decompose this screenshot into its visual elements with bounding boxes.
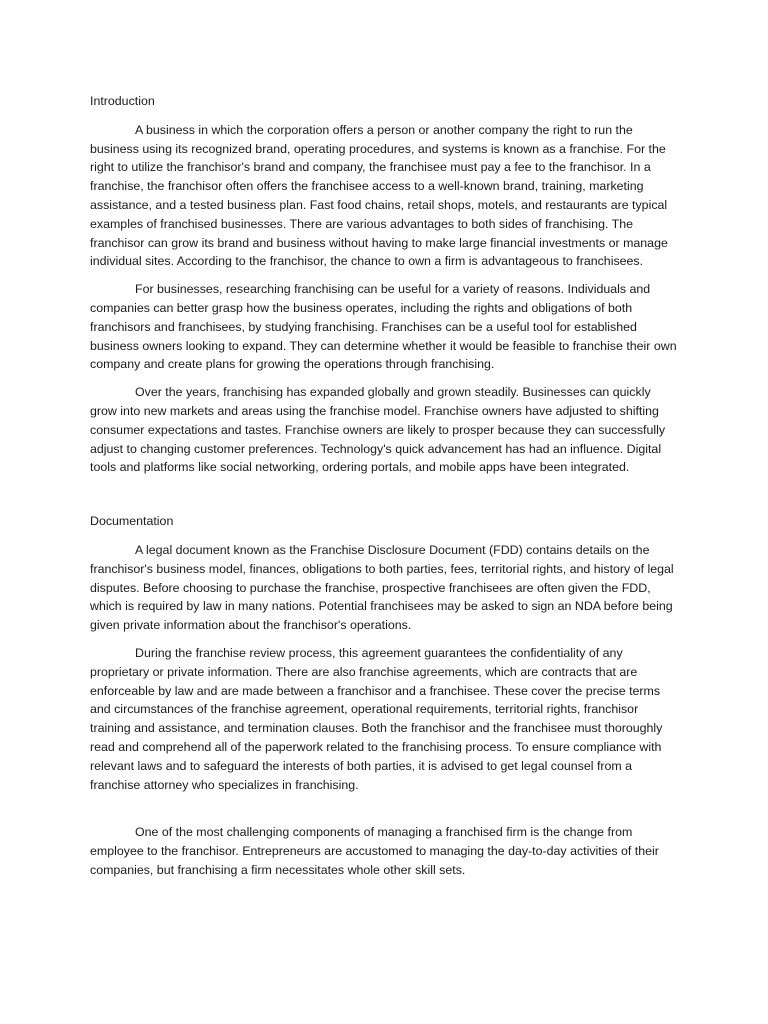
intro-paragraph-3: Over the years, franchising has expanded globally and grown steadily. Businesses can quickly grow into new markets and areas using the franchise model. Franchise owners have adjusted to shifting consumer expectations and tastes. Franchise owners are likely to prosper because they can successfully adjust to changing customer preferences. Technology's quick advancement has had an influence. Digital tools and platforms like social networking, ordering portals, and mobile apps have been integrated. — [90, 385, 666, 475]
paragraph-spacer — [90, 803, 678, 823]
document-body — [90, 92, 678, 889]
documentation-paragraph-3: One of the most challenging components of managing a franchised firm is the change from employee to the franchisor. Entrepreneurs are accustomed to managing the day-to-day activities of their companies, but franchising a firm necessitates whole other skill sets. — [90, 825, 659, 877]
section-spacer — [90, 486, 678, 512]
documentation-paragraph-2: During the franchise review process, this agreement guarantees the confidentiality of any proprietary or private information. There are also franchise agreements, which are contracts that are enforceable by law and are made between a franchisor and a franchisee. These cover the precise terms and circumstances of the franchise agreement, operational requirements, territorial rights, franchisor training and assistance, and termination clauses. Both the franchisor and the franchisee must thoroughly read and comprehend all of the paperwork related to the franchising process. To ensure compliance with relevant laws and to safeguard the interests of both parties, it is advised to get legal counsel from a franchise attorney who specializes in franchising. — [90, 645, 663, 792]
intro-paragraph-1: A business in which the corporation offers a person or another company the right to run the business using its recognized brand, operating procedures, and systems is known as a franchise. For the right to utilize the franchisor's brand and company, the franchisee must pay a fee to the franchisor. In a franchise, the franchisor often offers the franchisee access to a well-known brand, training, marketing assistance, and a tested business plan. Fast food chains, retail shops, motels, and restaurants are typical examples of franchised businesses. There are various advantages to both sides of franchising. The franchisor can grow its brand and business without having to make large financial investments or manage individual sites. According to the franchisor, the chance to own a firm is advantageous to franchisees. — [90, 122, 668, 269]
section-heading-introduction: Introduction — [90, 94, 155, 108]
section-heading-documentation: Documentation — [90, 514, 174, 529]
documentation-paragraph-1: A legal document known as the Franchise Disclosure Document (FDD) contains details on the franchisor's business model, finances, obligations to both parties, fees, territorial rights, and history of legal disputes. Before choosing to purchase the franchise, prospective franchisees are often given the FDD, which is required by law in many nations. Potential franchisees may be asked to sign an NDA before being given private information about the franchisor's operations. — [90, 542, 674, 633]
intro-paragraph-2: For businesses, researching franchising can be useful for a variety of reasons. Individuals and companies can better grasp how the business operates, including the rights and obligations of both franchisors and franchisees, by studying franchising. Franchises can be a useful tool for established business owners looking to expand. They can determine whether it would be feasible to franchise their own company and create plans for growing the operations through franchising. — [90, 282, 677, 372]
